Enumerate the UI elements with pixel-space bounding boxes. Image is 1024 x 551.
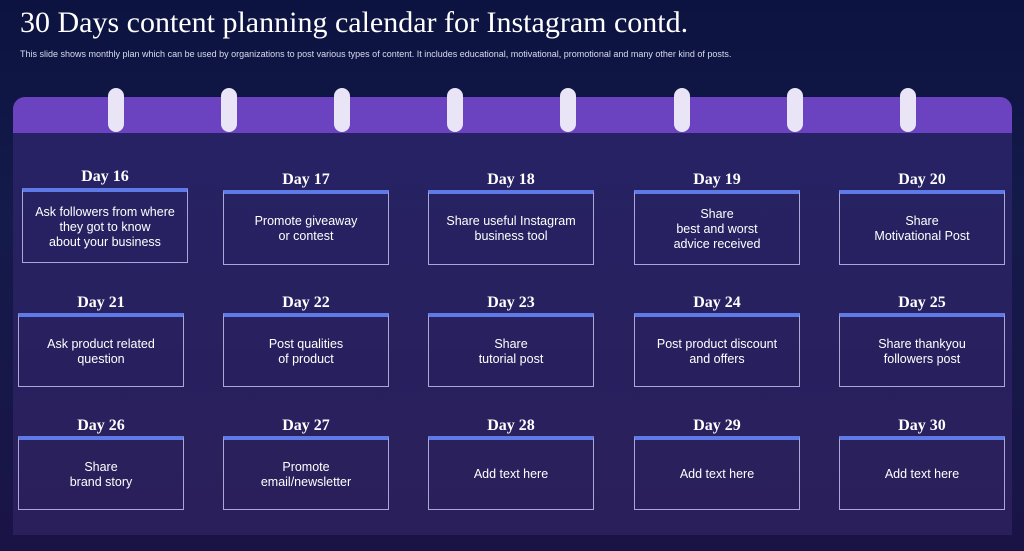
day-label: Day 17 bbox=[282, 171, 330, 188]
day-cell: Post product discount and offers bbox=[634, 313, 800, 387]
day-label: Day 24 bbox=[693, 294, 741, 311]
binder-ring bbox=[787, 88, 803, 132]
day-label: Day 18 bbox=[487, 171, 535, 188]
day-cell: Share tutorial post bbox=[428, 313, 594, 387]
binder-ring bbox=[560, 88, 576, 132]
day-label: Day 26 bbox=[77, 417, 125, 434]
day-cell: Promote email/newsletter bbox=[223, 436, 389, 510]
day-cell: Post qualities of product bbox=[223, 313, 389, 387]
day-label: Day 30 bbox=[898, 417, 946, 434]
day-cell: Share brand story bbox=[18, 436, 184, 510]
day-label: Day 28 bbox=[487, 417, 535, 434]
day-cell: Ask product related question bbox=[18, 313, 184, 387]
day-cell: Share best and worst advice received bbox=[634, 190, 800, 265]
day-cell: Share Motivational Post bbox=[839, 190, 1005, 265]
day-cell: Ask followers from where they got to know about your business bbox=[22, 188, 188, 263]
page-subtitle: This slide shows monthly plan which can be used by organizations to post various types of content. It includes educational, motivational, promotional and many other kind of posts. bbox=[20, 49, 732, 59]
binder-ring bbox=[674, 88, 690, 132]
day-cell: Share useful Instagram business tool bbox=[428, 190, 594, 265]
page-title: 30 Days content planning calendar for Instagram contd. bbox=[20, 6, 689, 39]
day-label: Day 21 bbox=[77, 294, 125, 311]
day-cell: Promote giveaway or contest bbox=[223, 190, 389, 265]
calendar-header bbox=[13, 97, 1012, 133]
day-label: Day 23 bbox=[487, 294, 535, 311]
day-cell: Add text here bbox=[634, 436, 800, 510]
binder-ring bbox=[900, 88, 916, 132]
day-label: Day 25 bbox=[898, 294, 946, 311]
day-cell: Add text here bbox=[428, 436, 594, 510]
day-label: Day 22 bbox=[282, 294, 330, 311]
day-label: Day 27 bbox=[282, 417, 330, 434]
day-label: Day 16 bbox=[81, 168, 129, 185]
binder-ring bbox=[221, 88, 237, 132]
binder-ring bbox=[447, 88, 463, 132]
day-label: Day 29 bbox=[693, 417, 741, 434]
day-label: Day 19 bbox=[693, 171, 741, 188]
day-cell: Share thankyou followers post bbox=[839, 313, 1005, 387]
day-cell: Add text here bbox=[839, 436, 1005, 510]
binder-ring bbox=[108, 88, 124, 132]
binder-ring bbox=[334, 88, 350, 132]
day-label: Day 20 bbox=[898, 171, 946, 188]
